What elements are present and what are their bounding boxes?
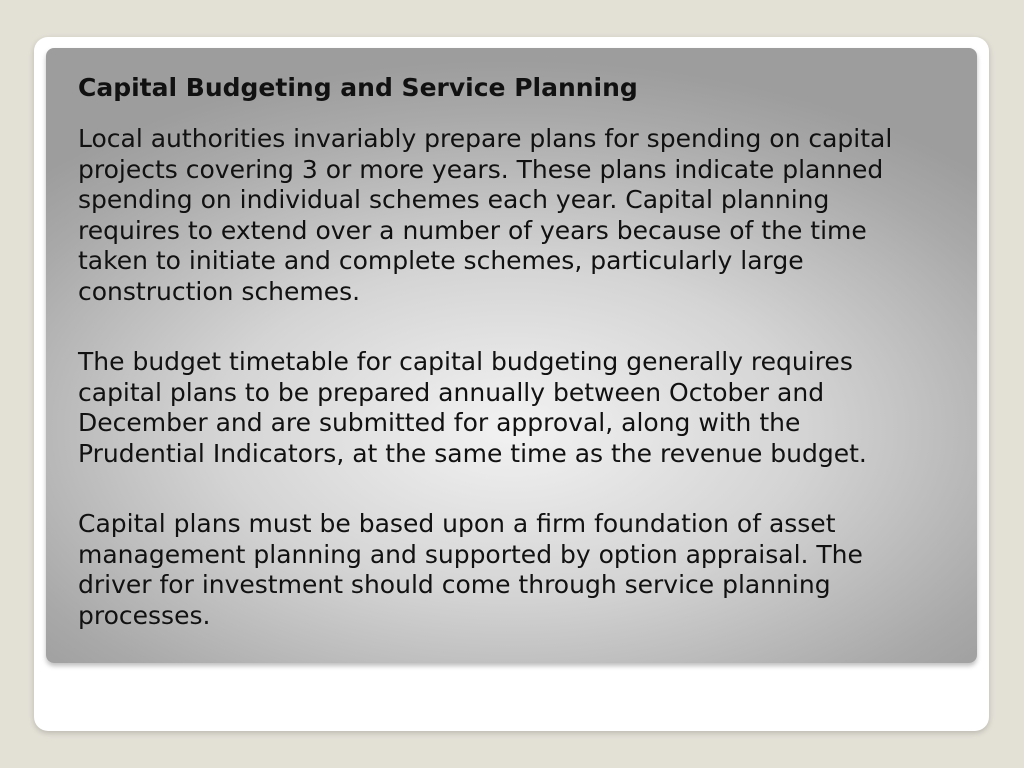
paragraph-line: December and are submitted for approval, along with the — [78, 408, 801, 437]
paragraph-capital-plans-overview — [78, 124, 958, 307]
paragraph-line: capital plans to be prepared annually between October and — [78, 377, 825, 407]
paragraph-line: Local authorities invariably prepare plans for spending on capital — [78, 124, 893, 153]
paragraph-line: projects covering 3 or more years. These plans indicate planned — [78, 154, 884, 184]
paragraph-line: Capital plans must be based upon a firm foundation of asset — [78, 509, 836, 538]
paragraph-line: spending on individual schemes each year. Capital planning — [78, 185, 830, 214]
slide-text-block — [78, 70, 958, 671]
paragraph-line: requires to extend over a number of years because of the time — [78, 215, 867, 245]
paragraph-line: taken to initiate and complete schemes, particularly large — [78, 246, 804, 275]
paragraph-asset-management — [78, 509, 958, 631]
paragraph-line: Prudential Indicators, at the same time as the revenue budget. — [78, 438, 867, 468]
paragraph-line: construction schemes. — [78, 276, 361, 306]
paragraph-line: processes. — [78, 600, 211, 630]
paragraph-line: driver for investment should come through service planning — [78, 570, 831, 599]
slide-title: Capital Budgeting and Service Planning — [78, 73, 638, 102]
paragraph-line: The budget timetable for capital budgeting generally requires — [78, 347, 853, 376]
paragraph-line: management planning and supported by option appraisal. The — [78, 539, 863, 569]
paragraph-budget-timetable — [78, 347, 958, 469]
